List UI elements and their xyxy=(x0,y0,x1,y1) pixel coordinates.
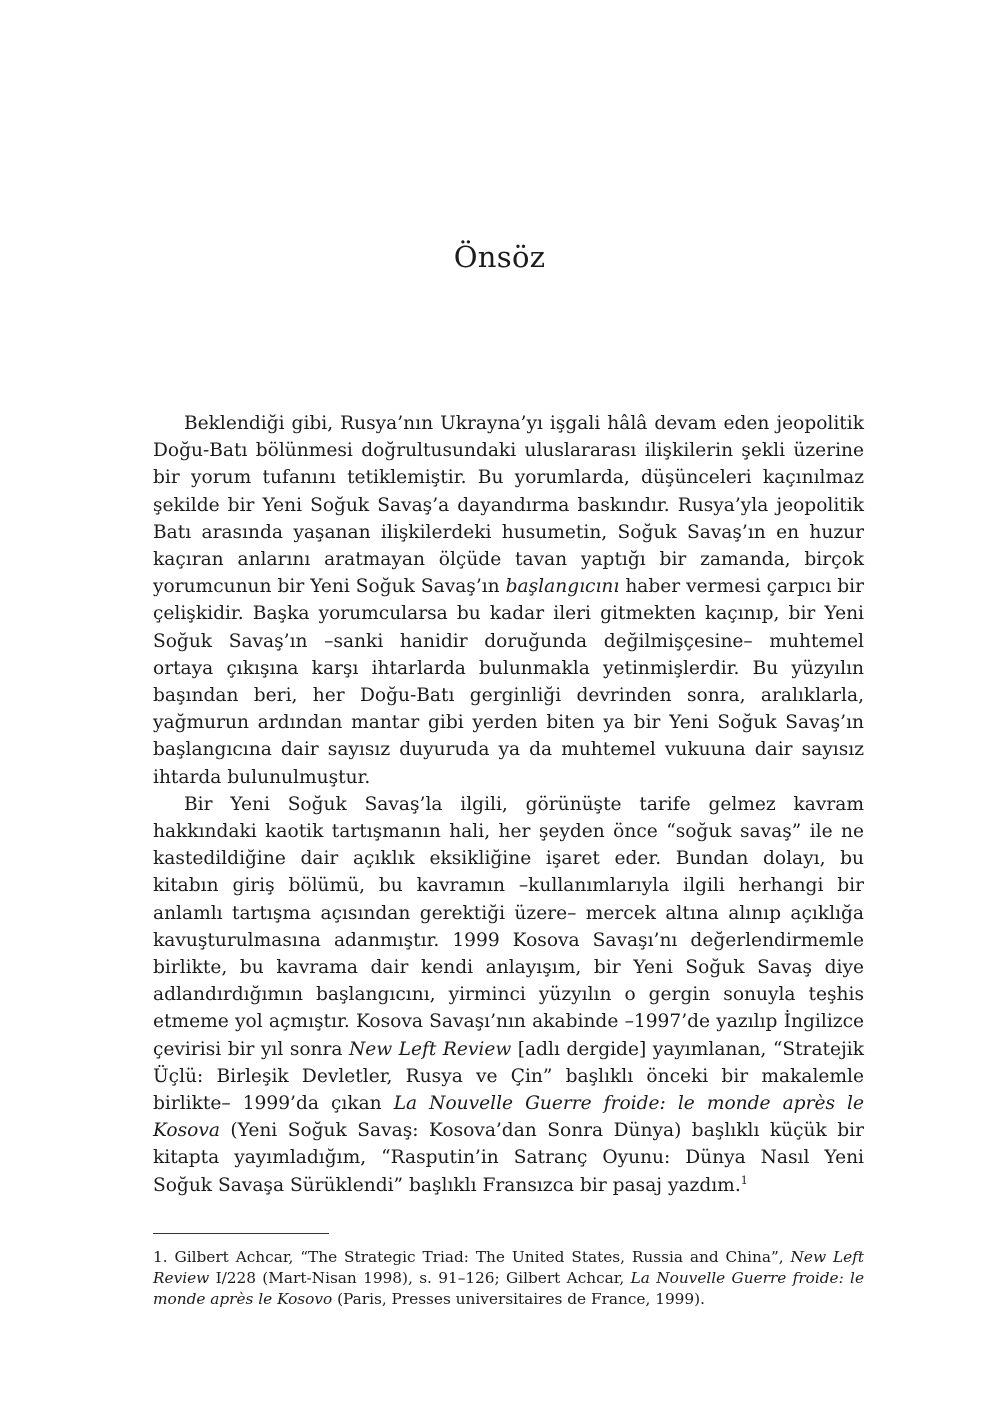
italic-segment: başlangıcını xyxy=(505,576,620,598)
footnote-divider xyxy=(153,1233,329,1234)
body-text xyxy=(153,410,864,1199)
italic-segment: New Left Review xyxy=(349,1038,512,1060)
text-segment: (Yeni Soğuk Savaş: Kosova’dan Sonra Dünya) başlıklı küçük bir kitapta yayımladığım, “Rasputin’in Satranç Oyunu: Dünya Nasıl Yeni Soğuk Savaşa Sürüklendi” başlıklı Fransızca bir pasaj yazdım. xyxy=(153,1120,864,1196)
italic-segment: New Left Review xyxy=(153,1248,864,1287)
page-title: Önsöz xyxy=(453,240,546,274)
italic-segment: La Nouvelle Guerre froide: le monde après le Kosova xyxy=(153,1093,864,1142)
footnote-1 xyxy=(153,1247,864,1310)
text-segment: I/228 (Mart-Nisan 1998), s. 91–126; Gilbert Achcar, xyxy=(209,1269,631,1287)
italic-segment: La Nouvelle Guerre froide: le monde après le Kosovo xyxy=(153,1269,864,1308)
paragraph-1 xyxy=(153,410,864,791)
text-segment: Bir Yeni Soğuk Savaş’la ilgili, görünüşte tarife gelmez kavram hakkındaki kaotik tartışmanın hali, her şeyden önce “soğuk savaş” ile ne kastedildiğine dair açıklık eksikliğine işaret eder. Bundan dolayı, bu kitabın giriş bölümü, bu kavramın –kullanımlarıyla ilgili herhangi bir anlamlı tartışma açısından gerektiği üzere– mercek altına alınıp açıklığa kavuşturulmasına adanmıştır. 1999 Kosova Savaşı’nı değerlendirmemle birlikte, bu kavrama dair kendi anlayışım, bir Yeni Soğuk Savaş diye adlandırdığımın başlangıcını, yirminci yüzyılın o gergin sonuyla teşhis etmeme yol açmıştır. Kosova Savaşı’nın akabinde –1997’de yazılıp İngilizce çevirisi bir yıl sonra xyxy=(153,793,864,1060)
text-segment: Beklendiği gibi, Rusya’nın Ukrayna’yı işgali hâlâ devam eden jeopolitik Doğu-Batı bölünmesi doğrultusundaki uluslararası ilişkilerin şekli üzerine bir yorum tufanını tetiklemiştir. Bu yorumlarda, düşünceleri kaçınılmaz şekilde bir Yeni Soğuk Savaş’a dayandırma baskındır. Rusya’yla jeopolitik Batı arasında yaşanan ilişkilerdeki husumetin, Soğuk Savaş’ın en huzur kaçıran anlarını aratmayan ölçüde tavan yaptığı bir zamanda, birçok yorumcunun bir Yeni Soğuk Savaş’ın xyxy=(153,413,864,598)
footnote-marker: 1 xyxy=(740,1173,748,1187)
paragraph-2 xyxy=(153,791,864,1199)
footnote xyxy=(153,1247,864,1310)
text-segment: [adlı dergide] yayımlanan, “Stratejik Üçlü: Birleşik Devletler, Rusya ve Çin” başlıklı önceki bir makalemle birlikte– 1999’da çıkan xyxy=(153,1038,864,1115)
text-segment: 1. Gilbert Achcar, “The Strategic Triad: The United States, Russia and China”, xyxy=(153,1248,791,1266)
text-segment: haber vermesi çarpıcı bir çelişkidir. Başka yorumcularsa bu kadar ileri gitmekten kaçınıp, bir Yeni Soğuk Savaş’ın –sanki hanidir doruğunda değilmişçesine– muhtemel ortaya çıkışına karşı ihtarlarda bulunmakla yetinmişlerdir. Bu yüzyılın başından beri, her Doğu-Batı gerginliği devrinden sonra, aralıklarla, yağmurun ardından mantar gibi yerden biten ya bir Yeni Soğuk Savaş’ın başlangıcına dair sayısız duyuruda ya da muhtemel vukuuna dair sayısız ihtarda bulunulmuştur. xyxy=(153,576,864,788)
text-segment: (Paris, Presses universitaires de France, 1999). xyxy=(332,1290,705,1308)
